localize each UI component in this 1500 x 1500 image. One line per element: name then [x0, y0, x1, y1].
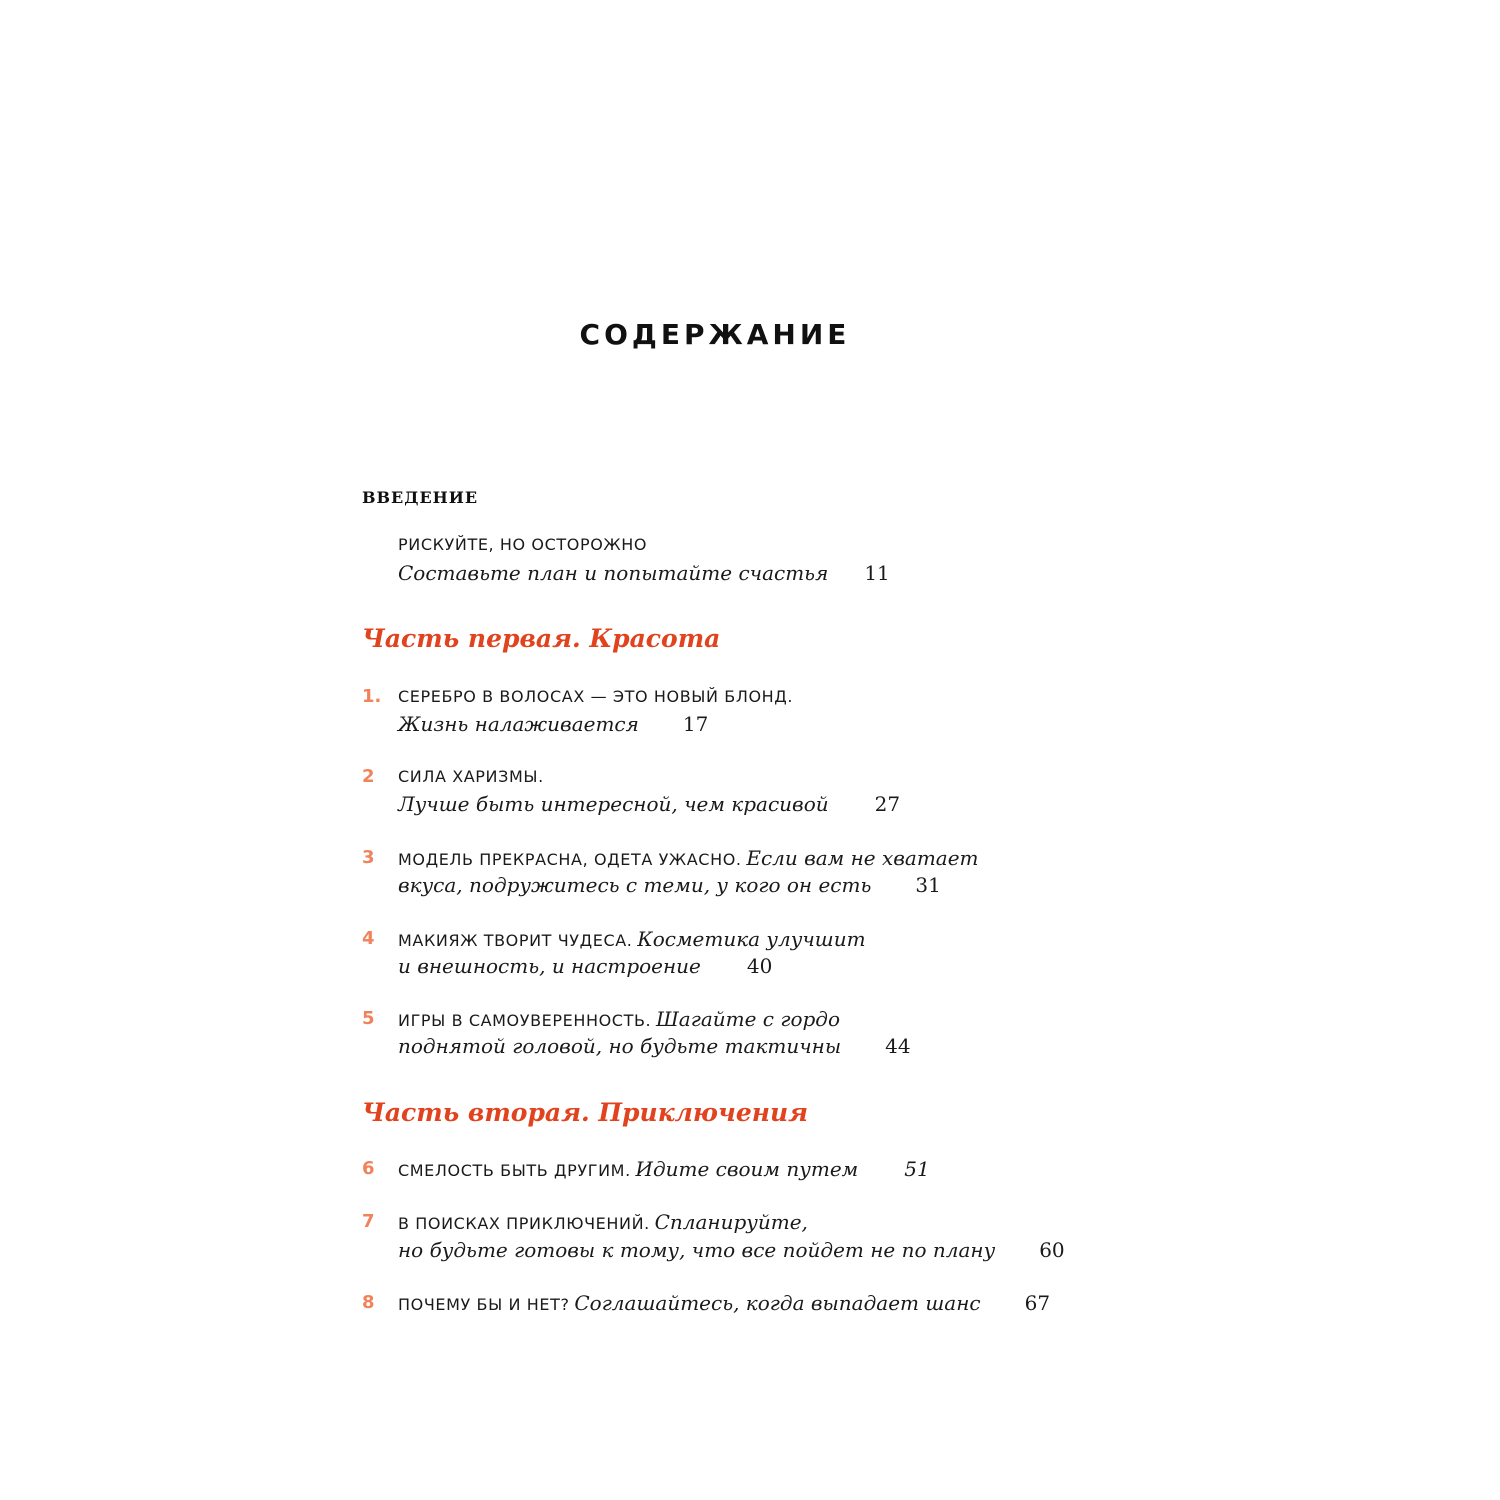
entry-heading: РИСКУЙТЕ, НО ОСТОРОЖНО: [398, 535, 648, 554]
page-title: СОДЕРЖАНИЕ: [579, 318, 851, 351]
entry-heading: В ПОИСКАХ ПРИКЛЮЧЕНИЙ.: [398, 1214, 650, 1233]
entry-subtitle: Составьте план и попытайте счастья: [398, 561, 829, 585]
entry-subtitle: Жизнь налаживается: [398, 712, 639, 736]
part-title-adventures: Часть вторая. Приключения: [362, 1098, 809, 1127]
page-number: 67: [1024, 1291, 1051, 1315]
entry-heading: СМЕЛОСТЬ БЫТЬ ДРУГИМ.: [398, 1161, 631, 1180]
entry-subtitle: Спланируйте,: [654, 1210, 808, 1234]
toc-entry-intro[interactable]: [398, 531, 647, 559]
intro-label: ВВЕДЕНИЕ: [362, 488, 479, 507]
entry-heading: СИЛА ХАРИЗМЫ.: [398, 767, 544, 786]
entry-subtitle: Если вам не хватает: [746, 846, 979, 870]
toc-entry-chapter-3[interactable]: [398, 844, 979, 874]
toc-entry-chapter-2[interactable]: [398, 763, 544, 791]
entry-subtitle: Шагайте с гордо: [655, 1007, 841, 1031]
page-number: 44: [885, 1034, 911, 1058]
toc-entry-chapter-7-line2: [398, 1236, 1065, 1266]
entry-subtitle: Соглашайтесь, когда выпадает шанс: [574, 1291, 981, 1315]
toc-entry-chapter-6[interactable]: [398, 1155, 930, 1185]
entry-subtitle: и внешность, и настроение: [398, 954, 701, 978]
part-title-beauty: Часть первая. Красота: [362, 624, 721, 653]
toc-entry-chapter-1[interactable]: [398, 683, 793, 711]
toc-entry-chapter-5[interactable]: [398, 1005, 840, 1035]
entry-subtitle: Косметика улучшит: [637, 927, 866, 951]
toc-entry-chapter-1-line2: [398, 710, 708, 740]
entry-subtitle: поднятой головой, но будьте тактичны: [398, 1034, 842, 1058]
toc-entry-intro-subtitle: [398, 559, 890, 589]
toc-entry-chapter-7[interactable]: [398, 1208, 808, 1238]
page-number: 27: [874, 792, 901, 816]
entry-heading: МАКИЯЖ ТВОРИТ ЧУДЕСА.: [398, 931, 633, 950]
entry-subtitle: но будьте готовы к тому, что все пойдет не по плану: [398, 1238, 996, 1262]
entry-subtitle: Лучше быть интересной, чем красивой: [398, 792, 829, 816]
toc-entry-chapter-8[interactable]: [398, 1289, 1050, 1319]
page-number: 31: [915, 873, 941, 897]
toc-entry-chapter-3-line2: [398, 871, 941, 901]
chapter-number: 4: [362, 928, 375, 949]
entry-heading: ИГРЫ В САМОУВЕРЕННОСТЬ.: [398, 1011, 652, 1030]
chapter-number: 8: [362, 1292, 375, 1313]
toc-entry-chapter-2-line2: [398, 790, 900, 820]
entry-heading: МОДЕЛЬ ПРЕКРАСНА, ОДЕТА УЖАСНО.: [398, 850, 742, 869]
chapter-number: 3: [362, 847, 375, 868]
chapter-number: 7: [362, 1211, 375, 1232]
chapter-number: 6: [362, 1158, 375, 1179]
entry-heading: СЕРЕБРО В ВОЛОСАХ — ЭТО НОВЫЙ БЛОНД.: [398, 687, 794, 706]
page-number: 11: [864, 561, 890, 585]
chapter-number: 2: [362, 766, 375, 787]
chapter-number: 1.: [362, 686, 382, 707]
page-number: 60: [1039, 1238, 1065, 1262]
entry-heading: ПОЧЕМУ БЫ И НЕТ?: [398, 1295, 570, 1314]
page-number: 40: [746, 954, 773, 978]
page-number: 17: [682, 712, 709, 736]
page-number: 51: [904, 1157, 930, 1181]
toc-entry-chapter-4[interactable]: [398, 925, 866, 955]
entry-subtitle: вкуса, подружитесь с теми, у кого он есть: [398, 873, 872, 897]
entry-subtitle: Идите своим путем: [635, 1157, 859, 1181]
chapter-number: 5: [362, 1008, 375, 1029]
toc-entry-chapter-5-line2: [398, 1032, 911, 1062]
toc-entry-chapter-4-line2: [398, 952, 772, 982]
